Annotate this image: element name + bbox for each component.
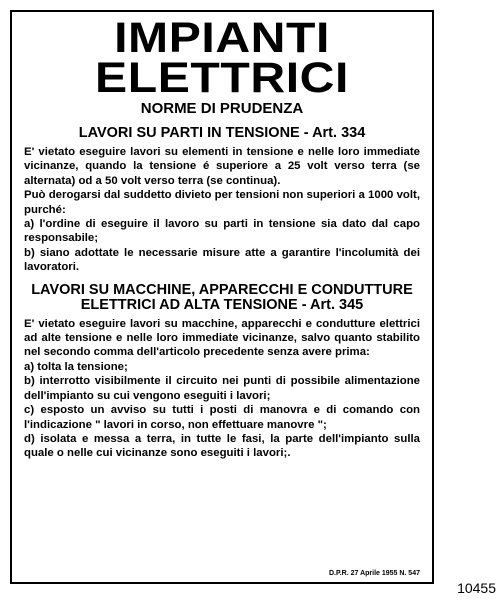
section-art-334 <box>24 125 420 275</box>
section-1-paragraph: E' vietato eseguire lavori su elementi in tensione e nelle loro immediate vicinanze, quando la tensione é superiore a 25 volt verso terra (se alternata) od a 50 volt verso terra (se continua). <box>24 146 420 187</box>
sign-title-line-1: IMPIANTI <box>114 14 330 62</box>
safety-sign <box>10 10 434 584</box>
section-2-paragraph: d) isolata e messa a terra, in tutte le fasi, la parte dell'impianto sulla quale o nelle cui vicinanze sono eseguiti i lavori;. <box>24 432 420 460</box>
section-2-paragraph: a) tolta la tensione; <box>24 360 128 373</box>
section-1-heading: LAVORI SU PARTI IN TENSIONE - Art. 334 <box>78 125 366 141</box>
section-2-heading: LAVORI SU MACCHINE, APPARECCHI E CONDUTTURE ELETTRICI AD ALTA TENSIONE - Art. 345 <box>31 281 413 313</box>
section-2-paragraph: E' vietato eseguire lavori su macchine, apparecchi e condutture elettrici ad alte tensione e nelle loro immediate vicinanze, salvo quanto stabilito nel secondo comma dell'articolo precedente senza avere prima: <box>24 317 420 359</box>
section-1-paragraph: a) l'ordine di eseguire il lavoro su parti in tensione sia dato dal capo responsabile; <box>24 218 420 245</box>
legal-reference: D.P.R. 27 Aprile 1955 N. 547 <box>328 570 420 577</box>
sign-subtitle: NORME DI PRUDENZA <box>140 100 304 117</box>
section-1-paragraph: Può derogarsi dal suddetto divieto per tensioni non superiori a 1000 volt, purché: <box>24 189 420 216</box>
section-1-paragraph: b) siano adottate le necessarie misure atte a garantire l'incolumità dei lavoratori. <box>24 246 420 274</box>
sign-title-line-2: ELETTRICI <box>95 54 349 102</box>
section-2-paragraph: b) interrotto visibilmente il circuito nei punti di possibile alimentazione dell'impianto su cui vengono eseguiti i lavori; <box>24 375 420 402</box>
section-art-345 <box>24 283 420 461</box>
product-code: 10455 <box>457 580 496 596</box>
section-2-paragraph: c) esposto un avviso su tutti i posti di manovra e di comando con l'indicazione " lavori in corso, non effettuare manovre "; <box>24 404 420 431</box>
